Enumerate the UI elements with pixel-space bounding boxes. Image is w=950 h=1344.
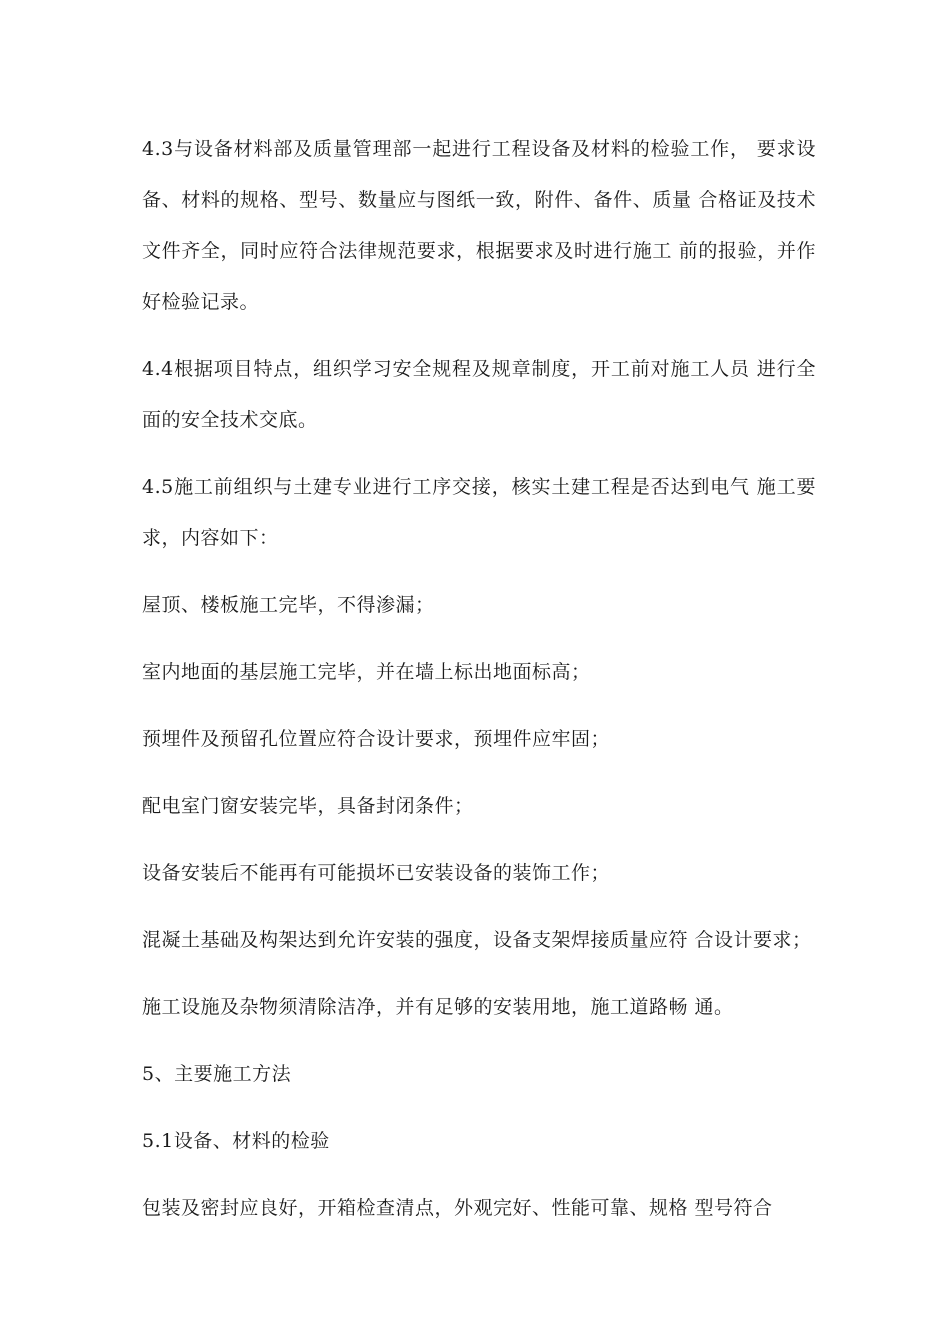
section-heading-5: 5、主要施工方法	[142, 1063, 292, 1085]
paragraph-4-3: 4.3与设备材料部及质量管理部一起进行工程设备及材料的检验工作， 要求设备、材料的规格、型号、数量应与图纸一致，附件、备件、质量 合格证及技术文件齐全，同时应符合法律规范要求，根据要求及时进行施工 前的报验，并作好检验记录。	[142, 138, 816, 313]
paragraph-packaging: 包装及密封应良好，开箱检查清点，外观完好、性能可靠、规格 型号符合	[142, 1197, 773, 1219]
list-item-floor: 室内地面的基层施工完毕，并在墙上标出地面标高；	[142, 661, 591, 683]
list-item-roof: 屋顶、楼板施工完毕，不得渗漏；	[142, 594, 435, 616]
list-item-site-clearance: 施工设施及杂物须清除洁净，并有足够的安装用地，施工道路畅 通。	[142, 996, 734, 1018]
list-item-embedded-parts: 预埋件及预留孔位置应符合设计要求，预埋件应牢固；	[142, 728, 611, 750]
document-page	[142, 124, 816, 1250]
paragraph-4-4: 4.4根据项目特点，组织学习安全规程及规章制度，开工前对施工人员 进行全面的安全技术交底。	[142, 358, 816, 431]
list-item-doors-windows: 配电室门窗安装完毕，具备封闭条件；	[142, 795, 474, 817]
list-item-decoration: 设备安装后不能再有可能损坏已安装设备的装饰工作；	[142, 862, 611, 884]
paragraph-4-5: 4.5施工前组织与土建专业进行工序交接，核实土建工程是否达到电气 施工要求，内容如下：	[142, 476, 816, 549]
subsection-heading-5-1: 5.1设备、材料的检验	[142, 1130, 330, 1152]
list-item-concrete: 混凝土基础及构架达到允许安装的强度，设备支架焊接质量应符 合设计要求；	[142, 929, 812, 951]
